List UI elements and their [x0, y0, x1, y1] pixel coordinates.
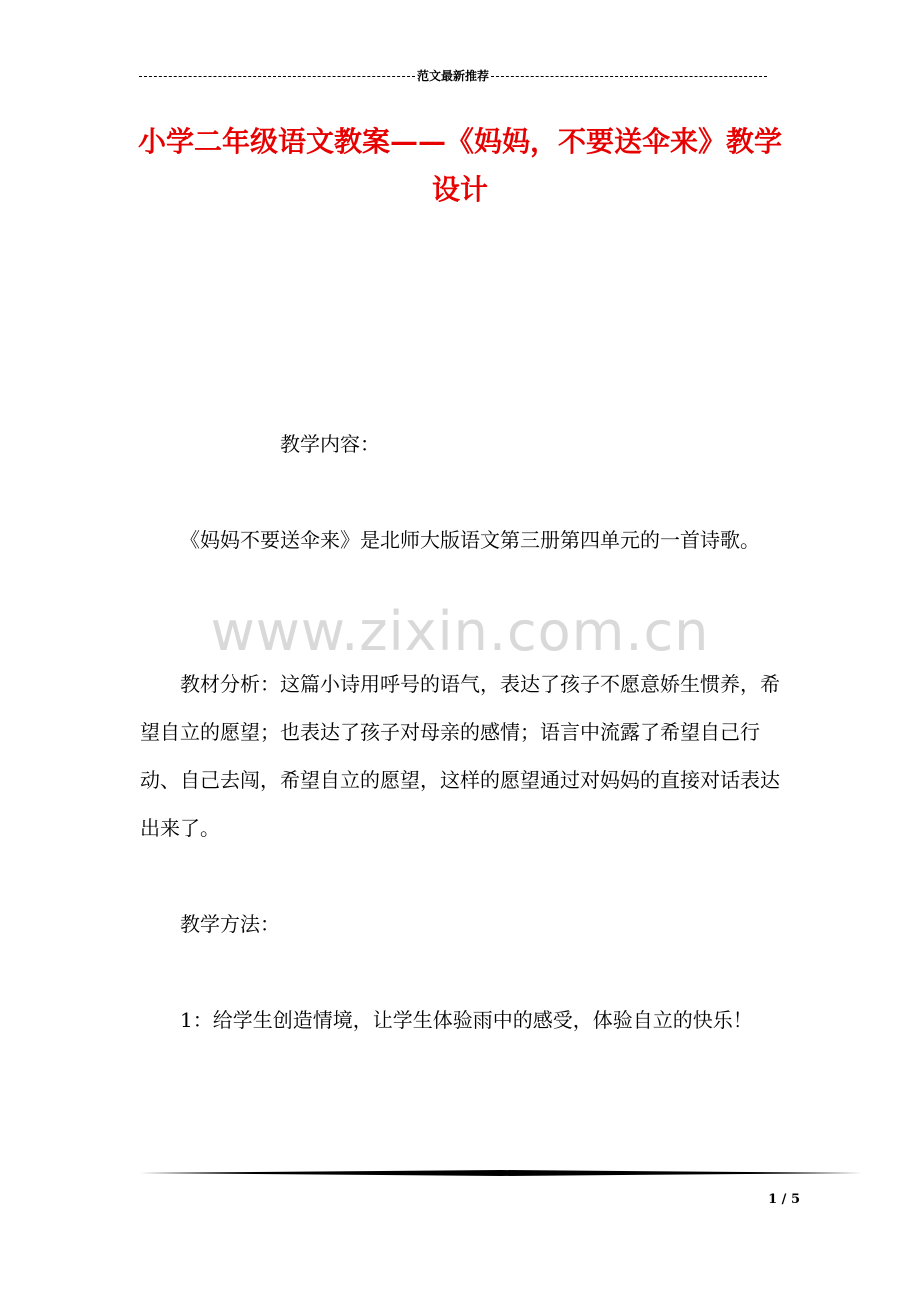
paragraph-method-heading: 教学方法：: [180, 912, 280, 936]
header-label: 范文最新推荐: [417, 69, 490, 83]
header-dash-right: [491, 76, 767, 77]
paragraph-analysis: 教材分析：这篇小诗用呼号的语气，表达了孩子不愿意娇生惯养，希望自立的愿望；也表达了孩子对母亲的感情；语言中流露了希望自己行动、自己去闯，希望自立的愿望，这样的愿望通过对妈妈的直接对话表达出来了。: [140, 672, 780, 840]
paragraph-teaching-content: 教学内容：: [280, 432, 380, 456]
page-header: [139, 68, 767, 84]
paragraph-method-1: 1：给学生创造情境，让学生体验雨中的感受，体验自立的快乐！: [180, 1008, 753, 1032]
document-title: [130, 118, 790, 214]
header-dash-left: [139, 76, 415, 77]
watermark: www.zixin.com.cn: [210, 600, 710, 663]
title-line-1: 小学二年级语文教案——《妈妈，不要送伞来》教学: [137, 125, 782, 158]
page-number: 1 / 5: [768, 1192, 800, 1207]
paragraph-intro: 《妈妈不要送伞来》是北师大版语文第三册第四单元的一首诗歌。: [180, 528, 760, 552]
footer-rule: [140, 1170, 862, 1176]
title-line-2: 设计: [431, 173, 488, 206]
